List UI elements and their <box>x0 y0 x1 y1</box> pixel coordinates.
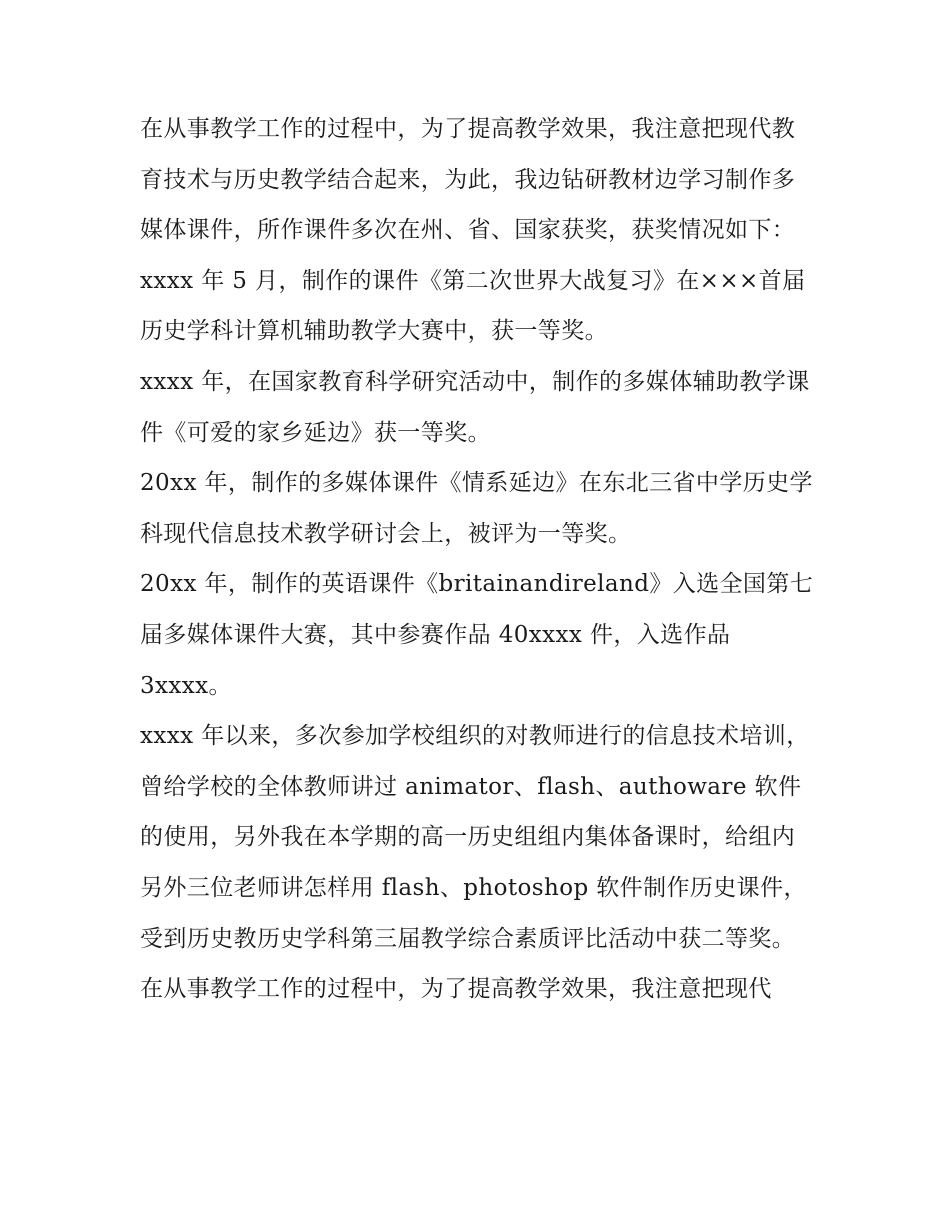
document-body <box>140 104 815 1015</box>
paragraph-award-britain: 20xx 年，制作的英语课件《britainandireland》入选全国第七届多媒体课件大赛，其中参赛作品 40xxxx 件，入选作品 3xxxx。 <box>140 571 814 699</box>
paragraph-repeat-intro: 在从事教学工作的过程中，为了提高教学效果，我注意把现代 <box>140 976 772 1003</box>
paragraph-award-ww2: xxxx 年 5 月，制作的课件《第二次世界大战复习》在×××首届历史学科计算机辅助教学大赛中，获一等奖。 <box>140 267 806 345</box>
paragraph-award-hometown: xxxx 年，在国家教育科学研究活动中，制作的多媒体辅助教学课件《可爱的家乡延边》获一等奖。 <box>140 368 810 446</box>
paragraph-training: xxxx 年以来，多次参加学校组织的对教师进行的信息技术培训，曾给学校的全体教师讲过 animator、flash、authoware 软件的使用，另外我在本学期的高一历史组组内集体备课时，给组内另外三位老师讲怎样用 flash、photoshop 软件制作历史课件，受到历史教历史学科第三届教学综合素质评比活动中获二等奖。 <box>140 723 810 952</box>
paragraph-intro: 在从事教学工作的过程中，为了提高教学效果，我注意把现代教育技术与历史教学结合起来，为此，我边钻研教材边学习制作多媒体课件，所作课件多次在州、省、国家获奖，获奖情况如下： <box>140 116 796 244</box>
paragraph-award-yanbian: 20xx 年，制作的多媒体课件《情系延边》在东北三省中学历史学科现代信息技术教学研讨会上，被评为一等奖。 <box>140 470 813 547</box>
